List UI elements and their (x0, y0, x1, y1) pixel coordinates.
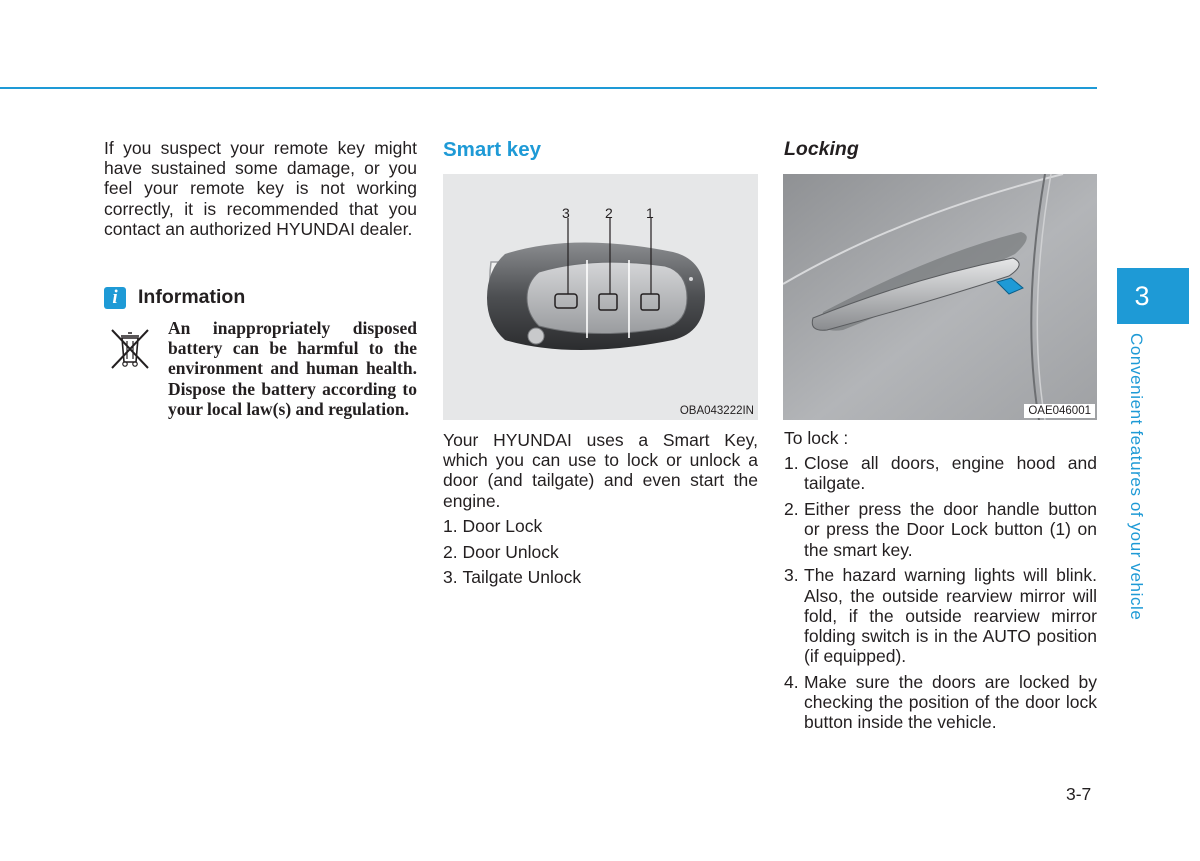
list-item: 3. Tailgate Unlock (443, 567, 582, 588)
list-item: 2. Either press the door handle button or press the Door Lock button (1) on the smart key. (784, 499, 1097, 560)
locking-lead: To lock : (784, 428, 849, 448)
left-column (104, 138, 417, 239)
list-item: 1. Door Lock (443, 515, 543, 536)
middle-column (443, 138, 758, 162)
callout-1: 1 (646, 205, 654, 221)
smart-key-illustration (443, 174, 758, 420)
list-item: 1. Close all doors, engine hood and tailgate. (784, 453, 1097, 494)
chapter-title: Convenient features of your vehicle (1127, 333, 1146, 621)
crossed-bin-icon (104, 322, 156, 374)
intro-paragraph: If you suspect your remote key might have sustained some damage, or you feel your remote key is not working correctly, it is recommended that you contact an authorized HYUNDAI dealer. (104, 138, 417, 239)
information-heading (104, 286, 245, 309)
door-handle-figure (783, 174, 1097, 420)
smart-key-list (443, 516, 758, 588)
locking-steps (784, 453, 1097, 732)
callout-2: 2 (605, 205, 613, 221)
top-rule (0, 87, 1097, 89)
information-text: An inappropriately disposed battery can be harmful to the environment and human health. Dispose the battery according to your local law(s) and regulation. (168, 318, 417, 419)
figure-code: OBA043222IN (679, 405, 754, 417)
list-item: 3. The hazard warning lights will blink. Also, the outside rearview mirror will fold, if the outside rearview mirror folding switch is in the AUTO position (if equipped). (784, 565, 1097, 667)
locking-text (784, 428, 1097, 738)
chapter-number: 3 (1134, 280, 1150, 311)
right-column (784, 138, 1097, 161)
info-icon: i (104, 287, 126, 309)
smart-key-paragraph: Your HYUNDAI uses a Smart Key, which you can use to lock or unlock a door (and tailgate) and even start the engine. (443, 430, 758, 511)
smart-key-figure (443, 174, 758, 420)
information-title: Information (138, 286, 246, 308)
callout-3: 3 (562, 205, 570, 221)
list-item: 2. Door Unlock (443, 541, 559, 562)
list-item: 4. Make sure the doors are locked by checking the position of the door lock button inside the vehicle. (784, 672, 1097, 733)
locking-heading: Locking (784, 138, 859, 160)
information-box (104, 318, 417, 419)
door-handle-illustration (783, 174, 1097, 420)
smart-key-heading: Smart key (443, 138, 542, 161)
figure-code: OAE046001 (1024, 404, 1095, 418)
smart-key-text (443, 430, 758, 593)
page-number: 3-7 (1066, 784, 1092, 804)
chapter-tab (1117, 268, 1189, 324)
